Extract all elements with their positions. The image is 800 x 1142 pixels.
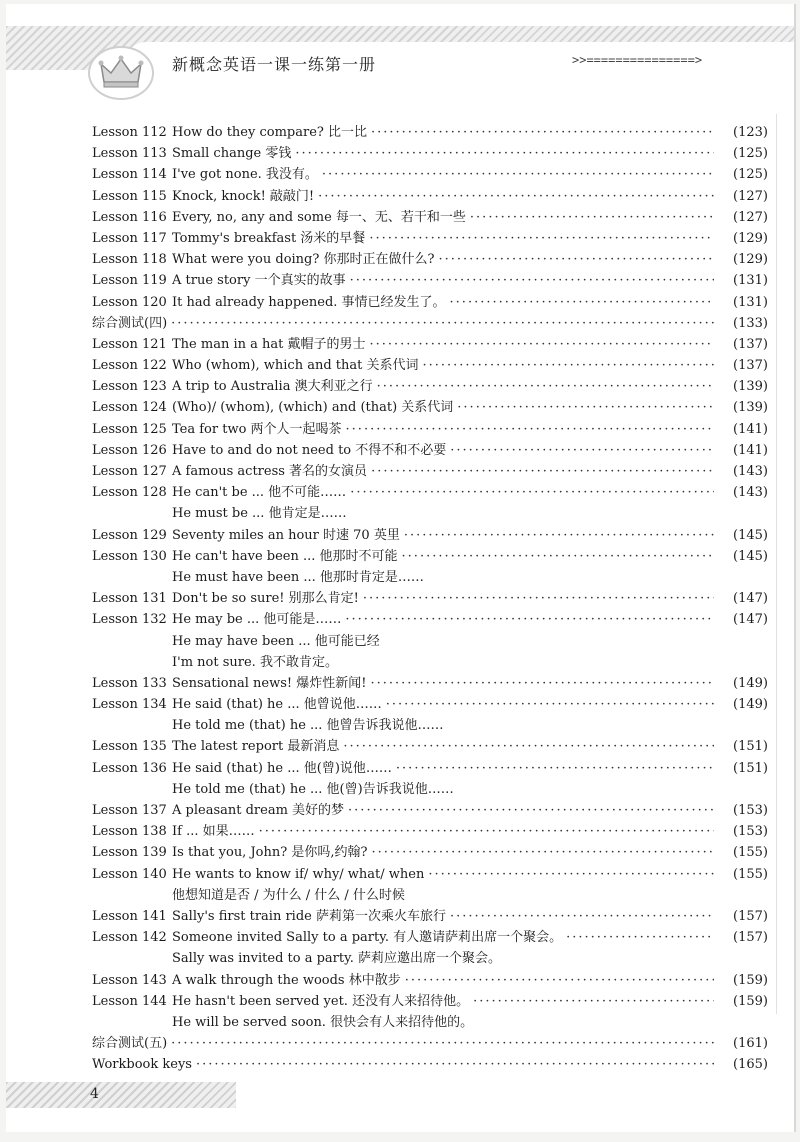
page-ref: (123) bbox=[733, 125, 768, 140]
dot-leader bbox=[371, 122, 714, 143]
page-ref: (125) bbox=[733, 167, 768, 183]
page-ref: (157) bbox=[733, 908, 768, 924]
page-ref: (153) bbox=[733, 824, 768, 840]
lesson-number: Lesson 112 bbox=[92, 125, 167, 140]
lesson-title: Every, no, any and some 每一、无、若干和一些 bbox=[172, 209, 466, 225]
toc-row bbox=[92, 736, 768, 757]
toc-row bbox=[92, 228, 768, 249]
toc-row bbox=[92, 397, 768, 418]
lesson-title: Tommy's breakfast 汤米的早餐 bbox=[172, 230, 366, 246]
toc-row bbox=[92, 694, 768, 715]
page-ref: (127) bbox=[733, 209, 768, 225]
lesson-title: He said (that) he ... 他曾说他…… bbox=[172, 697, 382, 713]
lesson-number: Lesson 131 bbox=[92, 591, 167, 607]
page-ref: (149) bbox=[733, 697, 768, 713]
lesson-number: Lesson 136 bbox=[92, 760, 167, 776]
page-ref: (145) bbox=[733, 548, 768, 564]
dot-leader bbox=[350, 482, 714, 503]
lesson-number: Lesson 132 bbox=[92, 612, 167, 628]
dot-leader bbox=[428, 864, 714, 885]
dot-leader bbox=[450, 292, 714, 313]
lesson-number: Lesson 143 bbox=[92, 972, 167, 988]
dot-leader bbox=[457, 397, 714, 418]
page-ref: (147) bbox=[733, 612, 768, 628]
dot-leader bbox=[345, 609, 714, 630]
toc-row bbox=[92, 376, 768, 397]
dot-leader bbox=[422, 355, 714, 376]
lesson-title: He will be served soon. 很快会有人来招待他的。 bbox=[172, 1014, 474, 1030]
page-ref: (139) bbox=[733, 400, 768, 416]
lesson-title: A famous actress 著名的女演员 bbox=[172, 464, 368, 479]
lesson-number: Lesson 122 bbox=[92, 358, 167, 374]
page-ref: (151) bbox=[733, 739, 768, 755]
lesson-title: Is that you, John? 是你吗,约翰? bbox=[172, 845, 368, 861]
dot-leader bbox=[566, 927, 714, 948]
page-ref: (143) bbox=[733, 485, 768, 501]
page-ref: (137) bbox=[733, 358, 768, 374]
lesson-title: A trip to Australia 澳大利亚之行 bbox=[172, 379, 373, 395]
lesson-number: Lesson 135 bbox=[92, 739, 167, 755]
toc-row bbox=[92, 885, 768, 906]
footer-band bbox=[6, 1082, 236, 1108]
lesson-title: He can't have been ... 他那时不可能 bbox=[172, 548, 398, 564]
lesson-number: Lesson 126 bbox=[92, 442, 167, 458]
lesson-number: Lesson 137 bbox=[92, 803, 167, 818]
lesson-number: Lesson 127 bbox=[92, 464, 167, 479]
page-ref: (141) bbox=[733, 442, 768, 458]
lesson-title: The latest report 最新消息 bbox=[172, 739, 340, 755]
lesson-title: Sally was invited to a party. 萨莉应邀出席一个聚会。 bbox=[172, 951, 501, 967]
right-rule bbox=[776, 114, 777, 1014]
toc-row bbox=[92, 546, 768, 567]
toc-row bbox=[92, 673, 768, 694]
toc-section-row bbox=[92, 313, 768, 334]
lesson-number: Lesson 144 bbox=[92, 993, 167, 1009]
page-ref: (161) bbox=[733, 1036, 768, 1052]
lesson-number: Lesson 139 bbox=[92, 845, 167, 861]
dot-leader bbox=[473, 991, 714, 1012]
dot-leader bbox=[369, 334, 714, 355]
dot-leader bbox=[450, 906, 714, 927]
toc-row bbox=[92, 164, 768, 185]
lesson-number: Lesson 138 bbox=[92, 824, 167, 840]
lesson-number: Lesson 113 bbox=[92, 146, 167, 162]
dot-leader bbox=[396, 758, 714, 779]
page-ref: (125) bbox=[733, 146, 768, 162]
lesson-title: A pleasant dream 美好的梦 bbox=[172, 803, 345, 818]
lesson-number: Lesson 117 bbox=[92, 230, 167, 246]
toc-row bbox=[92, 842, 768, 863]
lesson-title: Someone invited Sally to a party. 有人邀请萨莉出席一个聚会。 bbox=[172, 930, 563, 946]
dot-leader bbox=[450, 440, 714, 461]
dot-leader bbox=[371, 461, 714, 482]
page-number: 4 bbox=[90, 1086, 99, 1102]
toc-row bbox=[92, 800, 768, 821]
page-ref: (137) bbox=[733, 336, 768, 352]
page-ref: (143) bbox=[733, 464, 768, 479]
toc-row bbox=[92, 355, 768, 376]
lesson-title: A walk through the woods 林中散步 bbox=[172, 972, 401, 988]
lesson-number: Lesson 141 bbox=[92, 908, 167, 924]
toc-row bbox=[92, 270, 768, 291]
toc-row bbox=[92, 991, 768, 1012]
lesson-number: Lesson 142 bbox=[92, 930, 167, 946]
toc-row bbox=[92, 906, 768, 927]
lesson-number: Lesson 128 bbox=[92, 485, 167, 501]
crown-icon bbox=[90, 48, 152, 98]
lesson-title: Sensational news! 爆炸性新闻! bbox=[172, 675, 367, 691]
lesson-title: The man in a hat 戴帽子的男士 bbox=[172, 336, 366, 352]
lesson-title: Don't be so sure! 别那么肯定! bbox=[172, 591, 359, 607]
dot-leader bbox=[318, 186, 714, 207]
toc-section-row bbox=[92, 1054, 768, 1075]
dot-leader bbox=[171, 1033, 714, 1054]
lesson-number: Lesson 134 bbox=[92, 697, 167, 713]
dot-leader bbox=[196, 1054, 714, 1075]
toc-row bbox=[92, 779, 768, 800]
toc-row bbox=[92, 588, 768, 609]
lesson-title: What were you doing? 你那时正在做什么? bbox=[172, 252, 435, 268]
toc-row bbox=[92, 948, 768, 969]
lesson-title: He may be ... 他可能是…… bbox=[172, 612, 342, 628]
page-ref: (155) bbox=[733, 845, 768, 861]
toc-row bbox=[92, 758, 768, 779]
header-title: 新概念英语一课一练第一册 bbox=[172, 55, 377, 74]
page-ref: (129) bbox=[733, 230, 768, 246]
toc-row bbox=[92, 334, 768, 355]
lesson-number: Lesson 119 bbox=[92, 273, 167, 289]
page-ref: (129) bbox=[733, 252, 768, 268]
dot-leader bbox=[405, 970, 714, 991]
page-ref: (157) bbox=[733, 930, 768, 946]
lesson-title: He told me (that) he ... 他(曾)告诉我说他…… bbox=[172, 781, 454, 797]
lesson-title: Sally's first train ride 萨莉第一次乘火车旅行 bbox=[172, 908, 446, 924]
dot-leader bbox=[171, 313, 714, 334]
toc-row bbox=[92, 864, 768, 885]
toc-row bbox=[92, 207, 768, 228]
lesson-title: I'm not sure. 我不敢肯定。 bbox=[172, 654, 338, 670]
toc-row bbox=[92, 970, 768, 991]
toc-section-row bbox=[92, 1033, 768, 1054]
dot-leader bbox=[322, 164, 714, 185]
dot-leader bbox=[377, 376, 714, 397]
lesson-number: Lesson 129 bbox=[92, 527, 167, 543]
lesson-title: If ... 如果…… bbox=[172, 824, 255, 840]
document-page bbox=[6, 4, 796, 1132]
dot-leader bbox=[369, 228, 714, 249]
lesson-title: He can't be ... 他不可能…… bbox=[172, 485, 347, 501]
toc-row bbox=[92, 143, 768, 164]
lesson-number: Lesson 121 bbox=[92, 336, 167, 352]
lesson-title: He said (that) he ... 他(曾)说他…… bbox=[172, 760, 392, 776]
lesson-number: Lesson 120 bbox=[92, 294, 167, 310]
lesson-number: Lesson 140 bbox=[92, 866, 167, 882]
toc-row bbox=[92, 503, 768, 524]
toc-row bbox=[92, 440, 768, 461]
page-ref: (153) bbox=[733, 803, 768, 818]
dot-leader bbox=[404, 525, 714, 546]
toc-row bbox=[92, 609, 768, 630]
dot-leader bbox=[438, 249, 714, 270]
lesson-title: He may have been ... 他可能已经 bbox=[172, 633, 380, 649]
lesson-title: He must have been ... 他那时肯定是…… bbox=[172, 569, 424, 585]
lesson-title: 综合测试(四) bbox=[92, 315, 168, 331]
lesson-number: Lesson 125 bbox=[92, 421, 167, 437]
lesson-title: Seventy miles an hour 时速 70 英里 bbox=[172, 527, 400, 543]
toc-row bbox=[92, 927, 768, 948]
page-ref: (133) bbox=[733, 315, 768, 331]
toc-row bbox=[92, 461, 768, 482]
dot-leader bbox=[371, 842, 714, 863]
dot-leader bbox=[363, 588, 714, 609]
dot-leader bbox=[348, 800, 714, 821]
page-ref: (131) bbox=[733, 294, 768, 310]
dot-leader bbox=[295, 143, 714, 164]
toc-row bbox=[92, 249, 768, 270]
toc-row bbox=[92, 1012, 768, 1033]
toc-row bbox=[92, 419, 768, 440]
lesson-title: 综合测试(五) bbox=[92, 1036, 168, 1052]
toc-row bbox=[92, 186, 768, 207]
toc-row bbox=[92, 567, 768, 588]
page-ref: (159) bbox=[733, 972, 768, 988]
page-ref: (151) bbox=[733, 760, 768, 776]
dot-leader bbox=[370, 673, 714, 694]
header-arrows: >>===============> bbox=[572, 53, 703, 67]
lesson-number: Lesson 123 bbox=[92, 379, 167, 395]
lesson-number: Lesson 115 bbox=[92, 188, 167, 204]
dot-leader bbox=[346, 419, 714, 440]
lesson-title: 他想知道是否 / 为什么 / 什么 / 什么时候 bbox=[172, 887, 405, 903]
crown-logo bbox=[90, 48, 152, 98]
toc-row bbox=[92, 821, 768, 842]
lesson-title: He hasn't been served yet. 还没有人来招待他。 bbox=[172, 993, 470, 1009]
toc-row bbox=[92, 652, 768, 673]
page-ref: (155) bbox=[733, 866, 768, 882]
page-ref: (139) bbox=[733, 379, 768, 395]
toc-row bbox=[92, 292, 768, 313]
page-ref: (165) bbox=[733, 1057, 768, 1073]
lesson-title: He told me (that) he ... 他曾告诉我说他…… bbox=[172, 718, 444, 734]
toc-row bbox=[92, 631, 768, 652]
lesson-title: (Who)/ (whom), (which) and (that) 关系代词 bbox=[172, 400, 454, 416]
page-ref: (145) bbox=[733, 527, 768, 543]
toc-row bbox=[92, 715, 768, 736]
page-ref: (141) bbox=[733, 421, 768, 437]
toc-row bbox=[92, 122, 768, 143]
dot-leader bbox=[343, 736, 714, 757]
dot-leader bbox=[470, 207, 714, 228]
lesson-title: Tea for two 两个人一起喝茶 bbox=[172, 421, 342, 437]
lesson-title: I've got none. 我没有。 bbox=[172, 167, 318, 183]
toc-row bbox=[92, 525, 768, 546]
lesson-number: Lesson 130 bbox=[92, 548, 167, 564]
lesson-title: Knock, knock! 敲敲门! bbox=[172, 188, 315, 204]
page-ref: (131) bbox=[733, 273, 768, 289]
lesson-number: Lesson 114 bbox=[92, 167, 167, 183]
lesson-title: Small change 零钱 bbox=[172, 146, 292, 162]
lesson-title: Who (whom), which and that 关系代词 bbox=[172, 358, 419, 374]
page-ref: (149) bbox=[733, 675, 768, 691]
lesson-title: A true story 一个真实的故事 bbox=[172, 273, 346, 289]
dot-leader bbox=[402, 546, 714, 567]
lesson-title: How do they compare? 比一比 bbox=[172, 125, 367, 140]
lesson-title: He must be ... 他肯定是…… bbox=[172, 506, 347, 522]
dot-leader bbox=[386, 694, 714, 715]
page-ref: (159) bbox=[733, 993, 768, 1009]
page-ref: (147) bbox=[733, 591, 768, 607]
lesson-number: Lesson 133 bbox=[92, 675, 167, 691]
dot-leader bbox=[259, 821, 714, 842]
lesson-number: Lesson 116 bbox=[92, 209, 167, 225]
lesson-title: It had already happened. 事情已经发生了。 bbox=[172, 294, 446, 310]
table-of-contents bbox=[92, 122, 768, 1075]
toc-row bbox=[92, 482, 768, 503]
page-ref: (127) bbox=[733, 188, 768, 204]
lesson-title: Have to and do not need to 不得不和不必要 bbox=[172, 442, 447, 458]
lesson-number: Lesson 118 bbox=[92, 252, 167, 268]
dot-leader bbox=[350, 270, 714, 291]
lesson-number: Lesson 124 bbox=[92, 400, 167, 416]
lesson-title: He wants to know if/ why/ what/ when bbox=[172, 866, 425, 882]
lesson-title: Workbook keys bbox=[92, 1057, 192, 1073]
